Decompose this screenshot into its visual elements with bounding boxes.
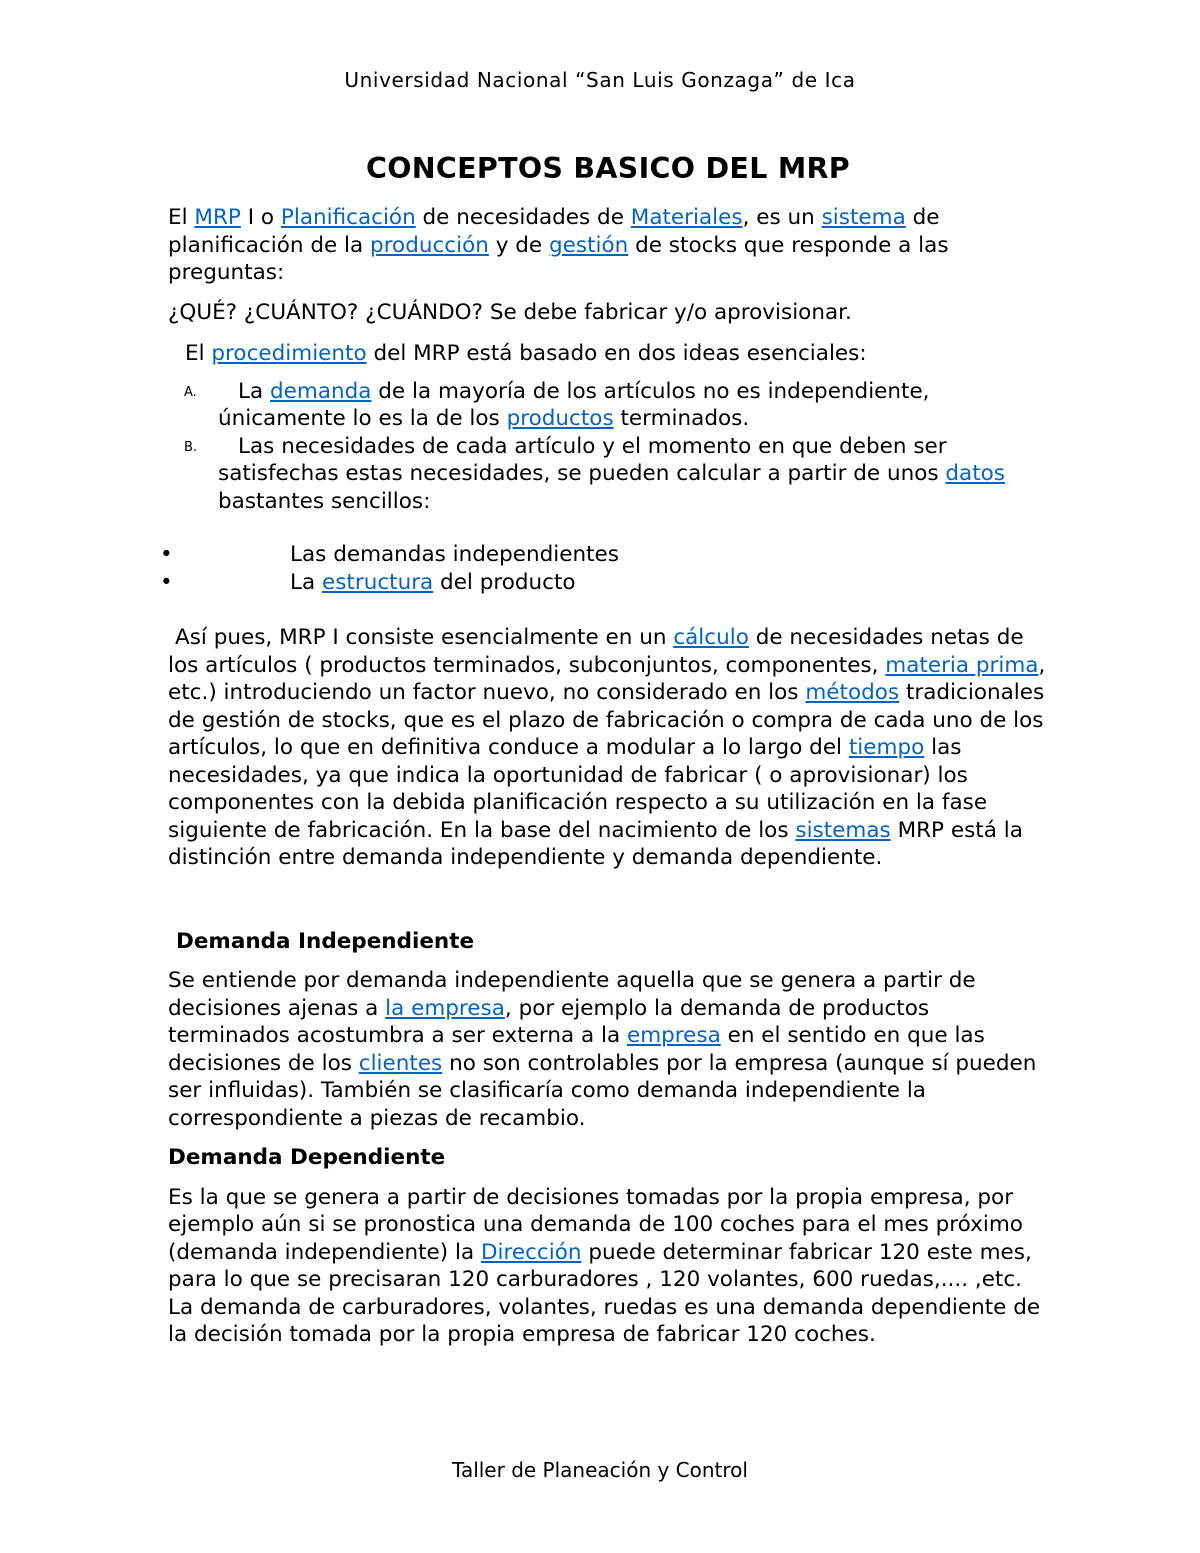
link-datos[interactable]: datos — [945, 461, 1005, 486]
bullet-icon: • — [160, 569, 173, 595]
bullet-icon: • — [160, 542, 173, 567]
link-sistema[interactable]: sistema — [821, 205, 906, 230]
link-tiempo[interactable]: tiempo — [848, 735, 925, 760]
page-title: CONCEPTOS BASICO DEL MRP — [366, 152, 850, 185]
list-marker: A. — [184, 384, 197, 400]
link-gestion[interactable]: gestión — [549, 232, 629, 258]
ideas-list — [168, 378, 1048, 516]
link-produccion[interactable]: producción — [370, 232, 489, 258]
list-item: • Las demandas independientes — [160, 542, 619, 567]
link-productos[interactable]: productos — [506, 406, 614, 431]
link-la-empresa[interactable]: la empresa — [385, 995, 505, 1021]
document-body — [160, 148, 1048, 1349]
link-materia-prima[interactable]: materia prima — [885, 652, 1039, 678]
page-header: Universidad Nacional “San Luis Gonzaga” de Ica — [344, 68, 856, 92]
procedure-paragraph: El procedimiento del MRP está basado en dos ideas esenciales: — [185, 341, 867, 366]
link-calculo[interactable]: cálculo — [673, 625, 749, 650]
link-materiales[interactable]: Materiales — [630, 205, 743, 230]
link-sistemas[interactable]: sistemas — [795, 817, 891, 843]
section-heading-independiente: Demanda Independiente — [176, 928, 475, 954]
link-clientes[interactable]: clientes — [358, 1050, 443, 1076]
list-item: B. Las necesidades de cada artículo y el momento en que deben ser satisfechas estas necesidades, se pueden calcular a partir de unos datos bastantes sencillos: — [184, 433, 1005, 514]
list-item: • La estructura del producto — [160, 569, 576, 595]
link-estructura[interactable]: estructura — [322, 569, 434, 595]
link-procedimiento[interactable]: procedimiento — [211, 341, 367, 366]
intro-paragraph: El MRP I o Planificación de necesidades de Materiales, es un sistema de planificación de la producción y de gestión de stocks que responde a las preguntas: — [168, 205, 949, 285]
dependent-paragraph: Es la que se genera a partir de decisiones tomadas por la propia empresa, por ejemplo aún si se pronostica una demanda de 100 coches para el mes próximo (demanda independiente) la Dirección puede determinar fabricar 120 este mes, para lo que se precisaran 120 carburadores , 120 volantes, 600 ruedas,.... ,etc. La demanda de carburadores, volantes, ruedas es una demanda dependiente de la decisión tomada por la propia empresa de fabricar 120 coches. — [168, 1184, 1041, 1347]
page-footer: Taller de Planeación y Control — [452, 1458, 748, 1482]
link-metodos[interactable]: métodos — [805, 680, 900, 705]
link-mrp[interactable]: MRP — [194, 205, 241, 230]
link-direccion[interactable]: Dirección — [480, 1239, 582, 1265]
link-planificacion[interactable]: Planificación — [280, 205, 416, 230]
list-item: A. La demanda de la mayoría de los artículos no es independiente, únicamente lo es la de los productos terminados. — [184, 378, 930, 431]
section-heading-dependiente: Demanda Dependiente — [168, 1145, 446, 1170]
list-marker: B. — [184, 439, 198, 455]
independent-paragraph: Se entiende por demanda independiente aquella que se genera a partir de decisiones ajenas a la empresa, por ejemplo la demanda de productos terminados acostumbra a ser externa a la empresa en el sentido en que las decisiones de los clientes no son controlables por la empresa (aunque sí pueden ser influidas). También se clasificaría como demanda independiente la correspondiente a piezas de recambio. — [168, 968, 1037, 1131]
summary-paragraph: Así pues, MRP I consiste esencialmente en un cálculo de necesidades netas de los artículos ( productos terminados, subconjuntos, componentes, materia prima, etc.) introduciendo un factor nuevo, no considerado en los métodos tradicionales de gestión de stocks, que es el plazo de fabricación o compra de cada uno de los artículos, lo que en definitiva conduce a modular a lo largo del tiempo las necesidades, ya que indica la oportunidad de fabricar ( o aprovisionar) los componentes con la debida planificación respecto a su utilización en la fase siguiente de fabricación. En la base del nacimiento de los sistemas MRP está la distinción entre demanda independiente y demanda dependiente. — [168, 625, 1046, 870]
questions-paragraph: ¿QUÉ? ¿CUÁNTO? ¿CUÁNDO? Se debe fabricar y/o aprovisionar. — [168, 299, 852, 325]
inputs-list — [160, 541, 1048, 596]
link-demanda[interactable]: demanda — [270, 378, 372, 404]
link-empresa[interactable]: empresa — [626, 1023, 721, 1048]
